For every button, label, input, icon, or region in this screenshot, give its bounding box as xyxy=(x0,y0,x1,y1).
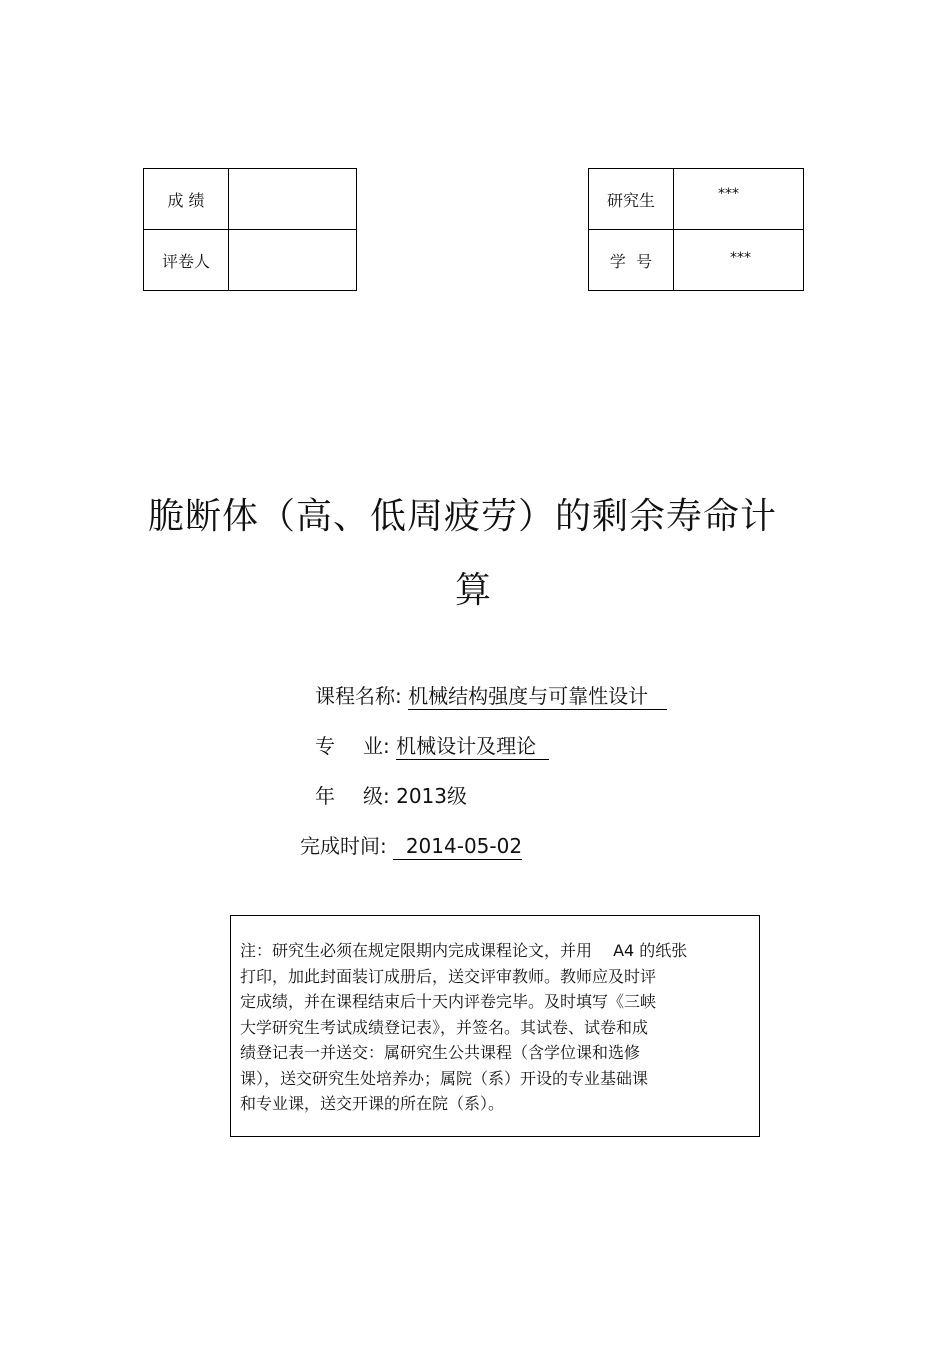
major-label-a: 专 xyxy=(315,734,335,758)
course-field xyxy=(315,680,667,709)
note-line: 和专业课，送交开课的所在院（系）。 xyxy=(240,1094,505,1113)
score-table xyxy=(143,168,357,291)
note-line: 课），送交研究生处培养办；属院（系）开设的专业基础课 xyxy=(240,1068,649,1088)
major-value: 机械设计及理论 xyxy=(396,734,549,760)
student-label: 研究生 xyxy=(589,169,674,230)
score-label: 成 绩 xyxy=(144,169,229,230)
grader-value xyxy=(229,230,357,291)
student-id-value: *** xyxy=(730,250,751,266)
date-value: 2014-05-02 xyxy=(393,834,522,860)
date-label: 完成时间: xyxy=(300,834,387,858)
grade-field xyxy=(315,780,467,809)
page-title: 脆断体（高、低周疲劳）的剩余寿命计 xyxy=(148,496,778,537)
grade-label-b: 级: xyxy=(363,784,390,808)
grade-value: 2013级 xyxy=(396,784,468,808)
note-line: 定成绩，并在课程结束后十天内评卷完毕。及时填写《三峡 xyxy=(240,992,657,1011)
major-label-b: 业: xyxy=(363,734,390,758)
note-line: 绩登记表一并送交：属研究生公共课程（含学位课和选修 xyxy=(240,1043,641,1062)
note-line: 大学研究生考试成绩登记表》，并签名。其试卷、试卷和成 xyxy=(240,1017,649,1037)
major-field xyxy=(315,730,549,759)
student-value-cell xyxy=(674,169,804,230)
course-label: 课程名称: xyxy=(315,684,402,708)
student-value: *** xyxy=(718,186,739,202)
grader-label: 评卷人 xyxy=(144,230,229,291)
student-id-label: 学 号 xyxy=(589,230,674,291)
date-field xyxy=(300,830,522,859)
score-value xyxy=(229,169,357,230)
course-value: 机械结构强度与可靠性设计 xyxy=(408,684,667,710)
note-line: 打印，加此封面装订成册后，送交评审教师。教师应及时评 xyxy=(240,966,657,986)
grade-label-a: 年 xyxy=(315,784,335,808)
page-title-continued: 算 xyxy=(455,570,493,611)
note-box xyxy=(230,915,760,1137)
student-id-value-cell xyxy=(674,230,804,291)
note-line: 注：研究生必须在规定限期内完成课程论文，并用 A4 的纸张 xyxy=(240,941,688,960)
student-table xyxy=(588,168,804,291)
